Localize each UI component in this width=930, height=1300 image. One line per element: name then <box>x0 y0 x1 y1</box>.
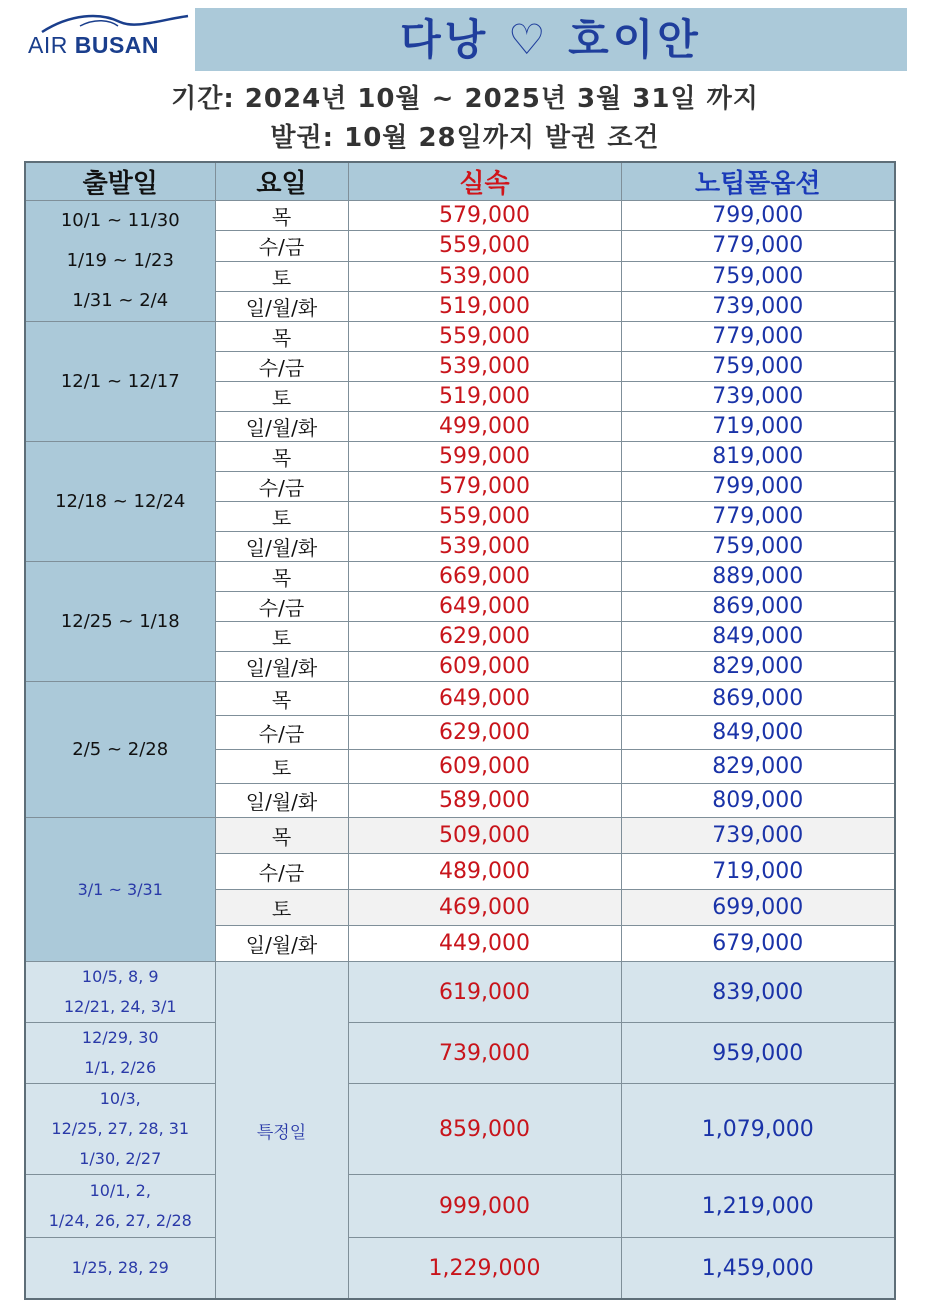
special-date-cell <box>25 1023 215 1084</box>
notip-price-cell: 779,000 <box>621 322 895 352</box>
special-date-cell <box>25 962 215 1023</box>
date-range-cell <box>25 682 215 818</box>
special-date: 1/30, 2/27 <box>79 1149 162 1168</box>
weekday-cell: 토 <box>215 261 348 291</box>
weekday-cell: 일/월/화 <box>215 532 348 562</box>
real-price-cell: 739,000 <box>348 1023 621 1084</box>
notip-price-cell: 849,000 <box>621 716 895 750</box>
notip-price-cell: 1,079,000 <box>621 1084 895 1175</box>
real-price-cell: 649,000 <box>348 682 621 716</box>
weekday-cell: 수/금 <box>215 854 348 890</box>
special-date: 10/5, 8, 9 <box>81 967 159 986</box>
special-row <box>25 962 895 1023</box>
notip-price-cell: 839,000 <box>621 962 895 1023</box>
real-price-cell: 589,000 <box>348 784 621 818</box>
special-date-cell <box>25 1238 215 1300</box>
real-price-cell: 509,000 <box>348 818 621 854</box>
period-text: 기간: 2024년 10월 ~ 2025년 3월 31일 까지 <box>171 84 759 114</box>
date-range: 1/31 ~ 2/4 <box>72 290 169 311</box>
table-row <box>25 682 895 716</box>
fare-table <box>24 161 896 1300</box>
date-range: 12/1 ~ 12/17 <box>60 370 180 392</box>
real-price-cell: 519,000 <box>348 291 621 321</box>
weekday-cell: 토 <box>215 622 348 652</box>
notip-price-cell: 699,000 <box>621 890 895 926</box>
notip-price-cell: 869,000 <box>621 682 895 716</box>
special-date: 1/24, 26, 27, 2/28 <box>48 1211 192 1230</box>
weekday-cell: 수/금 <box>215 352 348 382</box>
notip-price-cell: 959,000 <box>621 1023 895 1084</box>
weekday-cell: 일/월/화 <box>215 926 348 962</box>
date-range-cell <box>25 322 215 442</box>
special-row <box>25 1238 895 1300</box>
date-range: 12/18 ~ 12/24 <box>55 490 186 512</box>
real-price-cell: 499,000 <box>348 412 621 442</box>
notip-price-cell: 1,219,000 <box>621 1175 895 1238</box>
table-row <box>25 818 895 854</box>
weekday-cell: 일/월/화 <box>215 652 348 682</box>
special-date: 12/25, 27, 28, 31 <box>51 1119 190 1138</box>
date-range: 1/19 ~ 1/23 <box>66 250 174 271</box>
header-day: 요일 <box>215 162 348 201</box>
logo-air: AIR <box>28 32 68 58</box>
real-price-cell: 669,000 <box>348 562 621 592</box>
notip-price-cell: 759,000 <box>621 352 895 382</box>
notip-price-cell: 1,459,000 <box>621 1238 895 1300</box>
real-price-cell: 629,000 <box>348 716 621 750</box>
weekday-cell: 목 <box>215 442 348 472</box>
real-price-cell: 519,000 <box>348 382 621 412</box>
weekday-cell: 목 <box>215 562 348 592</box>
special-row <box>25 1175 895 1238</box>
notip-price-cell: 829,000 <box>621 652 895 682</box>
real-price-cell: 579,000 <box>348 201 621 231</box>
special-date-cell <box>25 1084 215 1175</box>
real-price-cell: 489,000 <box>348 854 621 890</box>
weekday-cell: 일/월/화 <box>215 412 348 442</box>
notip-price-cell: 739,000 <box>621 291 895 321</box>
special-row <box>25 1023 895 1084</box>
weekday-cell: 수/금 <box>215 472 348 502</box>
real-price-cell: 559,000 <box>348 502 621 532</box>
real-price-cell: 1,229,000 <box>348 1238 621 1300</box>
date-range-cell <box>25 818 215 962</box>
weekday-cell: 토 <box>215 502 348 532</box>
notip-price-cell: 779,000 <box>621 502 895 532</box>
table-row <box>25 201 895 231</box>
notip-price-cell: 759,000 <box>621 532 895 562</box>
airbusan-logo <box>28 12 190 58</box>
weekday-cell: 수/금 <box>215 716 348 750</box>
real-price-cell: 629,000 <box>348 622 621 652</box>
header-row <box>25 162 895 201</box>
issue-text: 발권: 10월 28일까지 발권 조건 <box>270 123 660 153</box>
weekday-cell: 수/금 <box>215 231 348 261</box>
table-row <box>25 322 895 352</box>
notip-price-cell: 759,000 <box>621 261 895 291</box>
weekday-cell: 일/월/화 <box>215 291 348 321</box>
weekday-cell: 목 <box>215 322 348 352</box>
table-row <box>25 562 895 592</box>
notip-price-cell: 829,000 <box>621 750 895 784</box>
real-price-cell: 859,000 <box>348 1084 621 1175</box>
weekday-cell: 토 <box>215 382 348 412</box>
real-price-cell: 579,000 <box>348 472 621 502</box>
fare-body <box>25 201 895 1300</box>
special-label-cell: 특정일 <box>215 962 348 1300</box>
special-date: 1/25, 28, 29 <box>71 1258 169 1277</box>
page-title: 다낭 ♡ 호이안 <box>195 8 907 71</box>
real-price-cell: 619,000 <box>348 962 621 1023</box>
notip-price-cell: 739,000 <box>621 818 895 854</box>
special-date: 10/3, <box>99 1089 141 1108</box>
header-real: 실속 <box>348 162 621 201</box>
date-range: 2/5 ~ 2/28 <box>72 738 169 760</box>
date-range-cell <box>25 442 215 562</box>
date-range-cell <box>25 201 215 322</box>
notip-price-cell: 869,000 <box>621 592 895 622</box>
notip-price-cell: 779,000 <box>621 231 895 261</box>
real-price-cell: 559,000 <box>348 322 621 352</box>
weekday-cell: 일/월/화 <box>215 784 348 818</box>
date-range: 12/25 ~ 1/18 <box>60 610 180 632</box>
special-date-cell <box>25 1175 215 1238</box>
notip-price-cell: 809,000 <box>621 784 895 818</box>
weekday-cell: 수/금 <box>215 592 348 622</box>
table-row <box>25 442 895 472</box>
notip-price-cell: 799,000 <box>621 201 895 231</box>
real-price-cell: 469,000 <box>348 890 621 926</box>
real-price-cell: 539,000 <box>348 261 621 291</box>
real-price-cell: 449,000 <box>348 926 621 962</box>
weekday-cell: 토 <box>215 750 348 784</box>
date-range-cell <box>25 562 215 682</box>
logo-busan: BUSAN <box>74 32 160 58</box>
weekday-cell: 목 <box>215 201 348 231</box>
weekday-cell: 토 <box>215 890 348 926</box>
notip-price-cell: 889,000 <box>621 562 895 592</box>
date-range: 3/1 ~ 3/31 <box>77 879 163 899</box>
real-price-cell: 559,000 <box>348 231 621 261</box>
weekday-cell: 목 <box>215 682 348 716</box>
real-price-cell: 649,000 <box>348 592 621 622</box>
special-date: 12/21, 24, 3/1 <box>63 997 177 1016</box>
notip-price-cell: 849,000 <box>621 622 895 652</box>
special-date: 12/29, 30 <box>81 1028 159 1047</box>
real-price-cell: 609,000 <box>348 750 621 784</box>
notip-price-cell: 719,000 <box>621 412 895 442</box>
special-row <box>25 1084 895 1175</box>
special-date: 1/1, 2/26 <box>84 1058 157 1077</box>
real-price-cell: 609,000 <box>348 652 621 682</box>
header-notip: 노팁풀옵션 <box>621 162 895 201</box>
logo-text <box>28 32 159 59</box>
notip-price-cell: 819,000 <box>621 442 895 472</box>
header-date: 출발일 <box>25 162 215 201</box>
real-price-cell: 999,000 <box>348 1175 621 1238</box>
real-price-cell: 539,000 <box>348 532 621 562</box>
notip-price-cell: 719,000 <box>621 854 895 890</box>
notip-price-cell: 679,000 <box>621 926 895 962</box>
notip-price-cell: 739,000 <box>621 382 895 412</box>
special-date: 10/1, 2, <box>89 1181 151 1200</box>
real-price-cell: 599,000 <box>348 442 621 472</box>
date-range: 10/1 ~ 11/30 <box>60 210 180 231</box>
real-price-cell: 539,000 <box>348 352 621 382</box>
notip-price-cell: 799,000 <box>621 472 895 502</box>
weekday-cell: 목 <box>215 818 348 854</box>
